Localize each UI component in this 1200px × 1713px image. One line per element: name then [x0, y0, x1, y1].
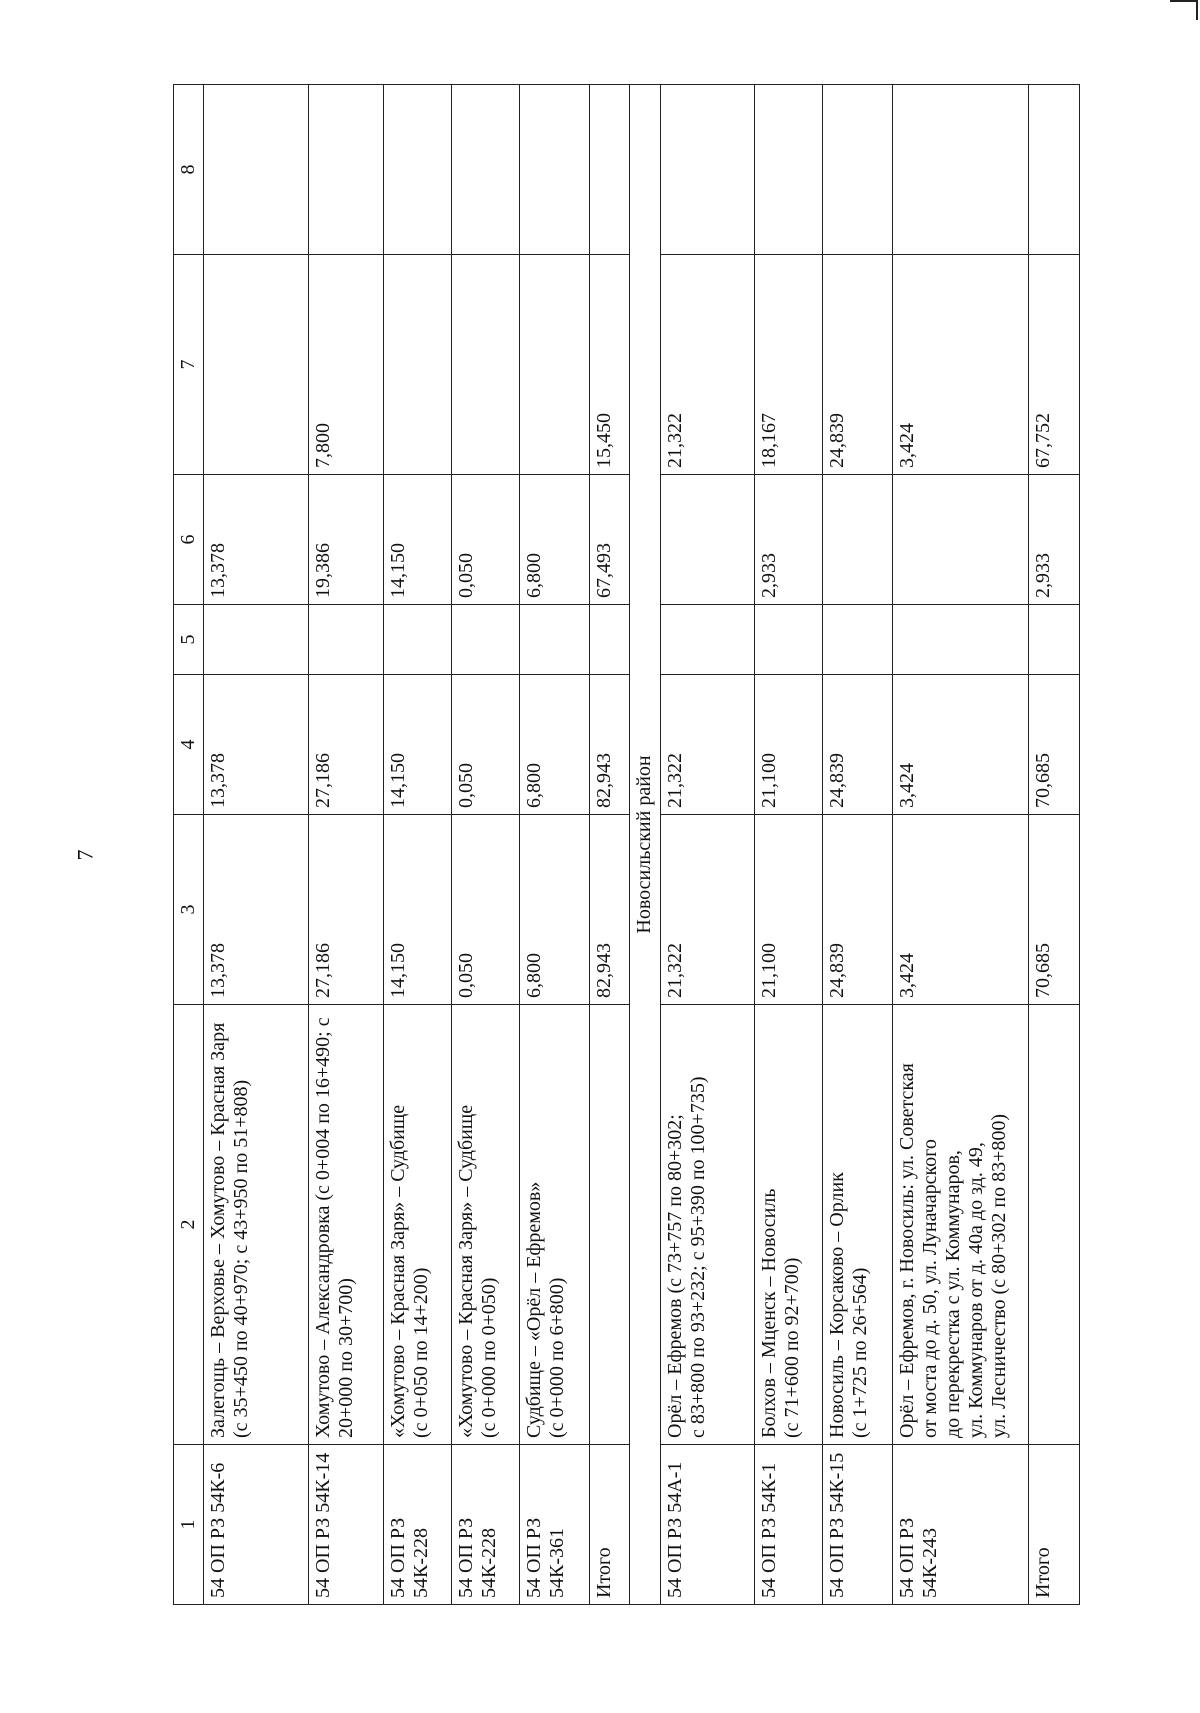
- value-cell: 67,493: [590, 475, 630, 605]
- value-cell: [520, 255, 590, 475]
- value-cell: [204, 605, 309, 675]
- value-cell: 3,424: [893, 815, 1029, 1005]
- road-id-cell: 54 ОП РЗ 54К-228: [384, 1445, 452, 1605]
- table-body: [204, 85, 1080, 1605]
- value-cell: 19,386: [309, 475, 384, 605]
- total-row: [1029, 85, 1080, 1605]
- value-cell: 3,424: [893, 255, 1029, 475]
- value-cell: 15,450: [590, 255, 630, 475]
- table-row: [384, 85, 452, 1605]
- column-header: 4: [174, 675, 204, 815]
- section-title: Новосильский район: [629, 85, 660, 1605]
- value-cell: 21,100: [755, 815, 823, 1005]
- value-cell: [384, 85, 452, 255]
- value-cell: [204, 255, 309, 475]
- value-cell: 14,150: [384, 815, 452, 1005]
- value-cell: [660, 475, 754, 605]
- value-cell: 2,933: [755, 475, 823, 605]
- value-cell: 6,800: [520, 475, 590, 605]
- value-cell: [823, 85, 893, 255]
- road-name-cell: [1029, 1005, 1080, 1445]
- table-row: [204, 85, 309, 1605]
- value-cell: [520, 605, 590, 675]
- value-cell: 2,933: [1029, 475, 1080, 605]
- value-cell: 21,100: [755, 675, 823, 815]
- value-cell: [309, 605, 384, 675]
- table-row: [893, 85, 1029, 1605]
- value-cell: 13,378: [204, 815, 309, 1005]
- total-row: [590, 85, 630, 1605]
- section-row: [629, 85, 660, 1605]
- value-cell: 21,322: [660, 675, 754, 815]
- column-header: 3: [174, 815, 204, 1005]
- table-row: [520, 85, 590, 1605]
- value-cell: 0,050: [452, 475, 520, 605]
- value-cell: [590, 605, 630, 675]
- value-cell: [660, 605, 754, 675]
- road-name-cell: Орёл – Ефремов (с 73+757 по 80+302; с 83+800 по 93+232; с 95+390 по 100+735): [660, 1005, 754, 1445]
- value-cell: 14,150: [384, 475, 452, 605]
- value-cell: 3,424: [893, 675, 1029, 815]
- road-id-cell: 54 ОП РЗ 54А-1: [660, 1445, 754, 1605]
- value-cell: [309, 85, 384, 255]
- column-header: 5: [174, 605, 204, 675]
- value-cell: 27,186: [309, 675, 384, 815]
- value-cell: 67,752: [1029, 255, 1080, 475]
- road-id-cell: 54 ОП РЗ 54К-361: [520, 1445, 590, 1605]
- value-cell: [893, 605, 1029, 675]
- rotated-table-container: [173, 85, 1080, 1605]
- value-cell: [823, 475, 893, 605]
- value-cell: 21,322: [660, 255, 754, 475]
- road-name-cell: Болхов – Мценск – Новосиль (с 71+600 по 92+700): [755, 1005, 823, 1445]
- road-id-cell: 54 ОП РЗ 54К-15: [823, 1445, 893, 1605]
- value-cell: [893, 475, 1029, 605]
- value-cell: [823, 605, 893, 675]
- column-header: 8: [174, 85, 204, 255]
- value-cell: 18,167: [755, 255, 823, 475]
- road-name-cell: «Хомутово – Красная Заря» – Судбище (с 0+000 по 0+050): [452, 1005, 520, 1445]
- value-cell: 70,685: [1029, 815, 1080, 1005]
- road-name-cell: Судбище – «Орёл – Ефремов» (с 0+000 по 6+800): [520, 1005, 590, 1445]
- road-id-cell: 54 ОП РЗ 54К-6: [204, 1445, 309, 1605]
- value-cell: 21,322: [660, 815, 754, 1005]
- value-cell: 24,839: [823, 815, 893, 1005]
- page-number: 7: [72, 849, 98, 861]
- value-cell: 6,800: [520, 675, 590, 815]
- value-cell: 0,050: [452, 675, 520, 815]
- table-row: [755, 85, 823, 1605]
- road-id-cell: Итого: [1029, 1445, 1080, 1605]
- roads-table: [173, 84, 1080, 1605]
- road-id-cell: 54 ОП РЗ 54К-243: [893, 1445, 1029, 1605]
- value-cell: 70,685: [1029, 675, 1080, 815]
- column-header: 7: [174, 255, 204, 475]
- value-cell: [893, 85, 1029, 255]
- value-cell: 82,943: [590, 815, 630, 1005]
- value-cell: 27,186: [309, 815, 384, 1005]
- column-header: 6: [174, 475, 204, 605]
- road-name-cell: Залегощь – Верховье – Хомутово – Красная Заря (с 35+450 по 40+970; с 43+950 по 51+808): [204, 1005, 309, 1445]
- column-header: 2: [174, 1005, 204, 1445]
- value-cell: [590, 85, 630, 255]
- value-cell: [384, 605, 452, 675]
- road-id-cell: 54 ОП РЗ 54К-228: [452, 1445, 520, 1605]
- table-row: [823, 85, 893, 1605]
- value-cell: 13,378: [204, 675, 309, 815]
- value-cell: [755, 605, 823, 675]
- value-cell: [384, 255, 452, 475]
- road-name-cell: [590, 1005, 630, 1445]
- road-name-cell: Орёл – Ефремов, г. Новосиль: ул. Советская от моста до д. 50, ул. Луначарского до перекрестка с ул. Коммунаров, ул. Коммунаров от д. 40а до зд. 49, ул. Лесничество (с 80+302 по 83+800): [893, 1005, 1029, 1445]
- corner-mark: [1170, 0, 1198, 20]
- value-cell: 24,839: [823, 675, 893, 815]
- value-cell: [1029, 85, 1080, 255]
- road-id-cell: Итого: [590, 1445, 630, 1605]
- value-cell: 24,839: [823, 255, 893, 475]
- value-cell: [204, 85, 309, 255]
- value-cell: [755, 85, 823, 255]
- value-cell: 0,050: [452, 815, 520, 1005]
- road-name-cell: Хомутово – Александровка (с 0+004 по 16+490; с 20+000 по 30+700): [309, 1005, 384, 1445]
- road-id-cell: 54 ОП РЗ 54К-1: [755, 1445, 823, 1605]
- value-cell: 6,800: [520, 815, 590, 1005]
- value-cell: 82,943: [590, 675, 630, 815]
- value-cell: [520, 85, 590, 255]
- road-id-cell: 54 ОП РЗ 54К-14: [309, 1445, 384, 1605]
- value-cell: [660, 85, 754, 255]
- value-cell: [1029, 605, 1080, 675]
- value-cell: 14,150: [384, 675, 452, 815]
- column-header: 1: [174, 1445, 204, 1605]
- header-row: [174, 85, 204, 1605]
- value-cell: [452, 255, 520, 475]
- value-cell: [452, 85, 520, 255]
- table-row: [309, 85, 384, 1605]
- table-row: [660, 85, 754, 1605]
- road-name-cell: Новосиль – Корсаково – Орлик (с 1+725 по 26+564): [823, 1005, 893, 1445]
- table-row: [452, 85, 520, 1605]
- value-cell: 7,800: [309, 255, 384, 475]
- road-name-cell: «Хомутово – Красная Заря» – Судбище (с 0+050 по 14+200): [384, 1005, 452, 1445]
- value-cell: [452, 605, 520, 675]
- value-cell: 13,378: [204, 475, 309, 605]
